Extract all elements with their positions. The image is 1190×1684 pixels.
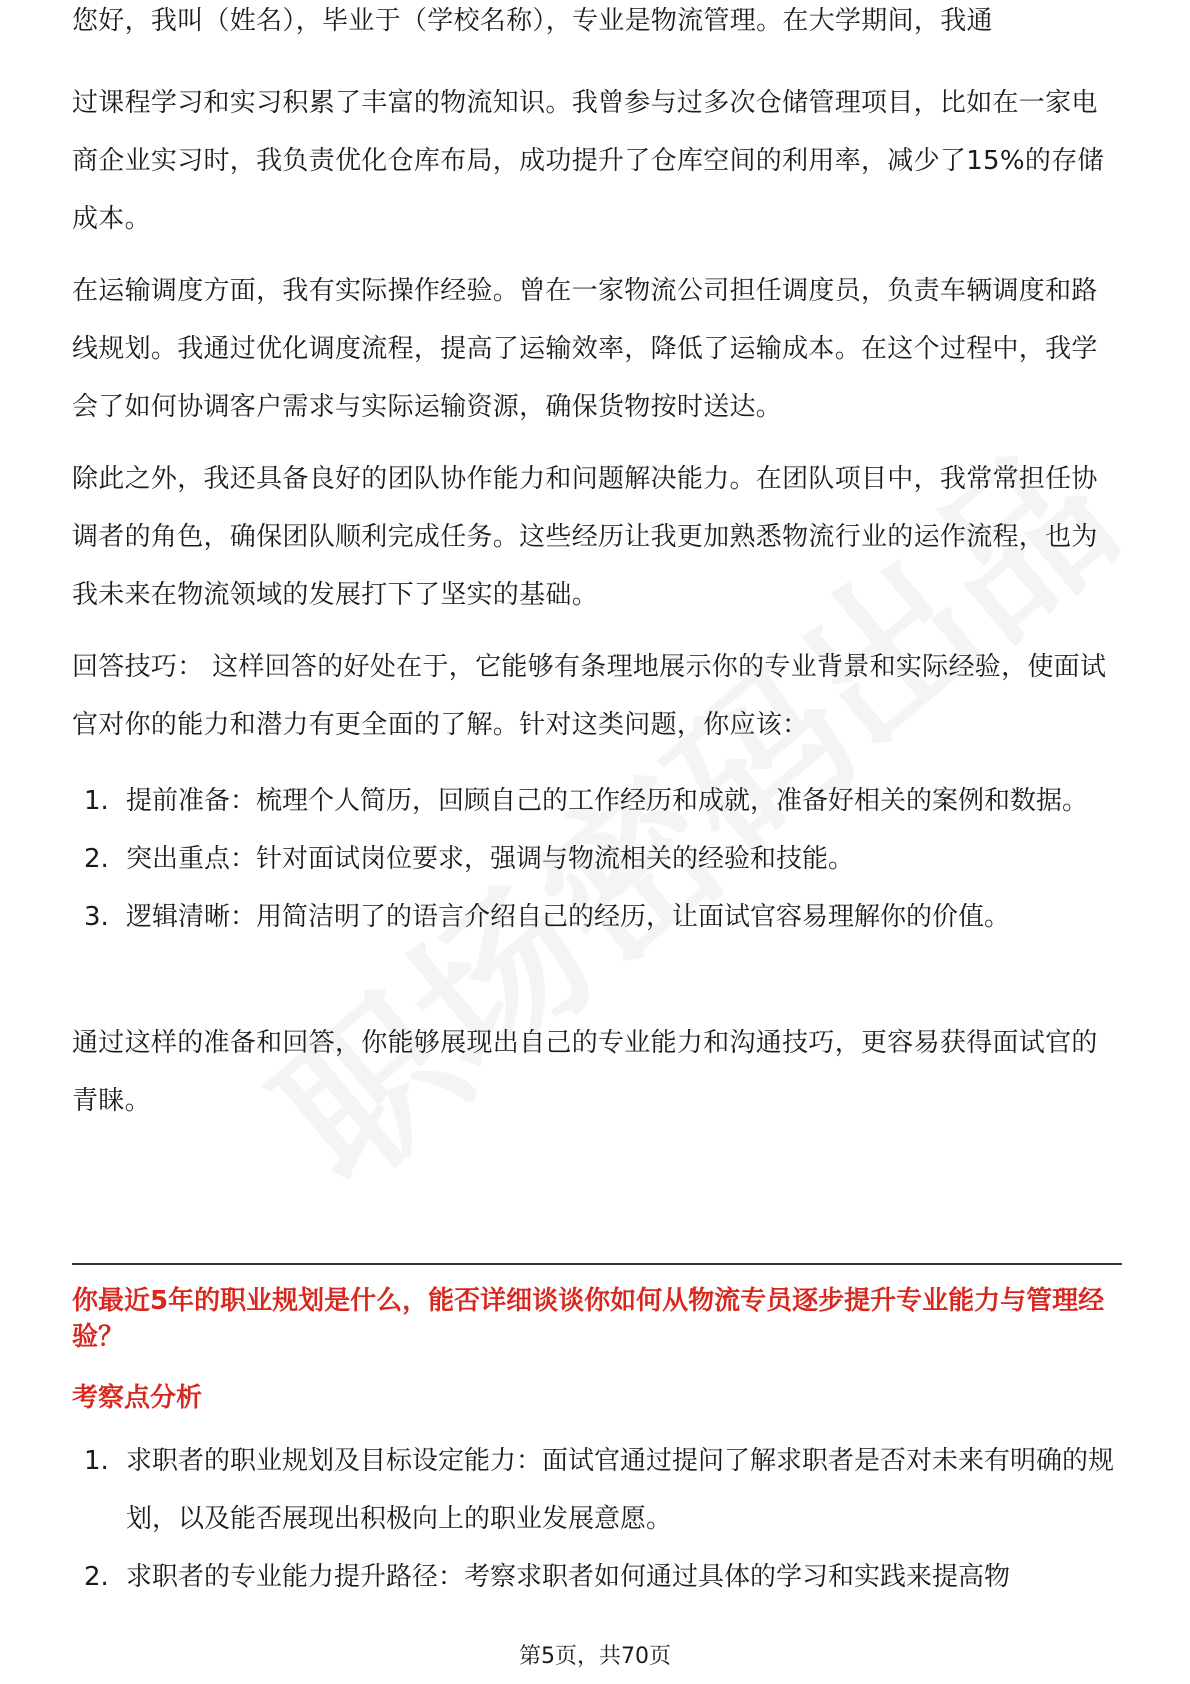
clipped-text-line	[72, 6, 1122, 58]
list-item	[72, 830, 1122, 888]
list-number: 1.	[84, 786, 109, 816]
list-number: 1.	[84, 1446, 109, 1476]
section-divider	[72, 1263, 1122, 1265]
list-number: 2.	[84, 1562, 109, 1592]
list-item-text: 提前准备：梳理个人简历，回顾自己的工作经历和成就，准备好相关的案例和数据。	[126, 786, 1089, 816]
paragraph-answer-tips: 回答技巧： 这样回答的好处在于，它能够有条理地展示你的专业背景和实际经验，使面试官对你的能力和潜力有更全面的了解。针对这类问题，你应该：	[72, 652, 1107, 740]
list-number: 3.	[84, 902, 109, 932]
list-item	[72, 772, 1122, 830]
list-item	[72, 888, 1122, 946]
list-item-text: 求职者的职业规划及目标设定能力：面试官通过提问了解求职者是否对未来有明确的规划，以及能否展现出积极向上的职业发展意愿。	[126, 1446, 1115, 1534]
list-number: 2.	[84, 844, 109, 874]
tips-list	[72, 772, 1122, 946]
paragraph-experience: 过课程学习和实习积累了丰富的物流知识。我曾参与过多次仓储管理项目，比如在一家电商企业实习时，我负责优化仓库布局，成功提升了仓库空间的利用率，减少了15%的存储成本。	[72, 88, 1104, 234]
paragraph-teamwork: 除此之外，我还具备良好的团队协作能力和问题解决能力。在团队项目中，我常常担任协调者的角色，确保团队顺利完成任务。这些经历让我更加熟悉物流行业的运作流程，也为我未来在物流领域的发展打下了坚实的基础。	[72, 464, 1098, 610]
analysis-heading: 考察点分析	[72, 1383, 203, 1413]
list-item	[72, 1548, 1122, 1606]
list-item-text: 逻辑清晰：用简洁明了的语言介绍自己的经历，让面试官容易理解你的价值。	[126, 902, 1011, 932]
list-item	[72, 1432, 1122, 1548]
paragraph-conclusion: 通过这样的准备和回答，你能够展现出自己的专业能力和沟通技巧，更容易获得面试官的青睐。	[72, 1028, 1098, 1116]
clipped-text: 您好，我叫（姓名），毕业于（学校名称），专业是物流管理。在大学期间，我通	[72, 6, 993, 36]
list-item-text: 求职者的专业能力提升路径：考察求职者如何通过具体的学习和实践来提高物	[126, 1562, 1011, 1592]
page-number: 第5页，共70页	[519, 1644, 671, 1669]
analysis-list	[72, 1432, 1122, 1606]
question-title: 你最近5年的职业规划是什么，能否详细谈谈你如何从物流专员逐步提升专业能力与管理经验？	[72, 1286, 1105, 1352]
paragraph-transport: 在运输调度方面，我有实际操作经验。曾在一家物流公司担任调度员，负责车辆调度和路线规划。我通过优化调度流程，提高了运输效率，降低了运输成本。在这个过程中，我学会了如何协调客户需求与实际运输资源，确保货物按时送达。	[72, 276, 1098, 422]
list-item-text: 突出重点：针对面试岗位要求，强调与物流相关的经验和技能。	[126, 844, 855, 874]
